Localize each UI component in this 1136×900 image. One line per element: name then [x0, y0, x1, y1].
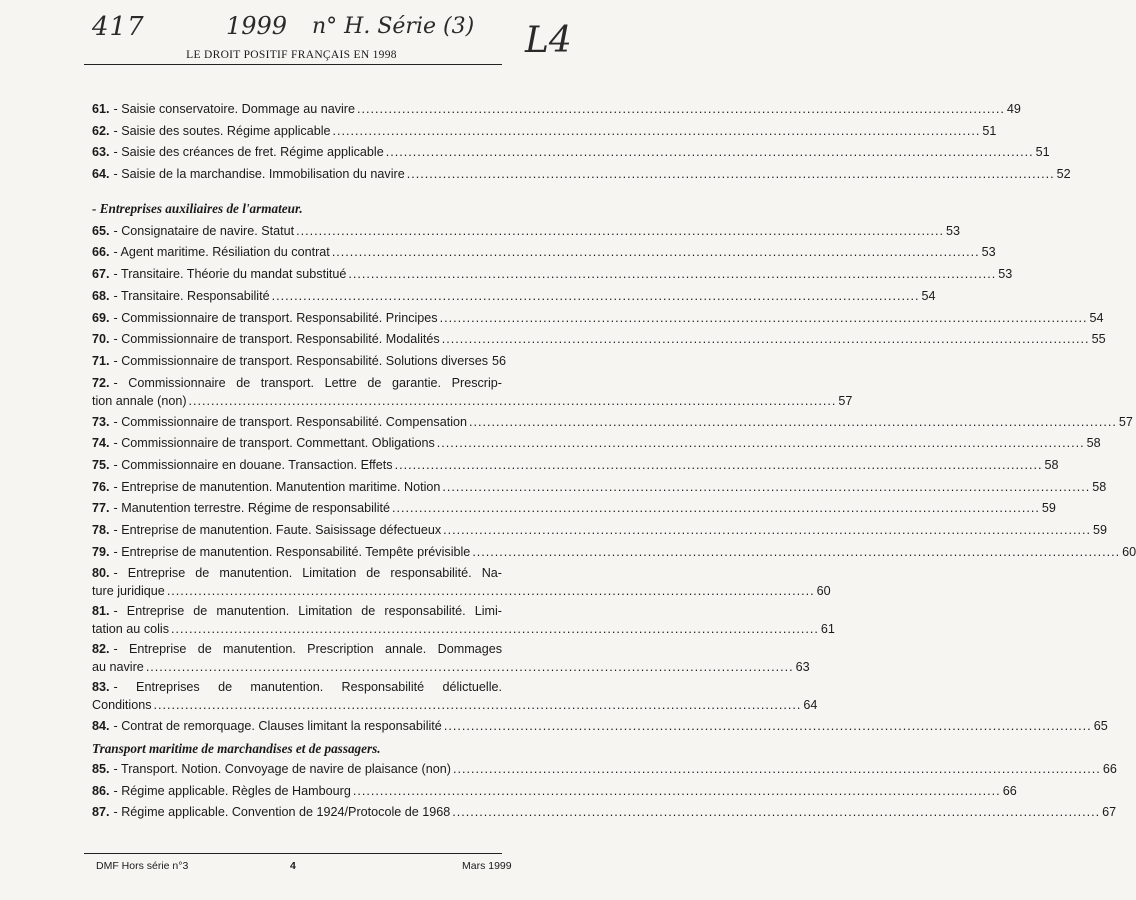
entry-page: 58	[1044, 457, 1059, 472]
entry-number: 64.	[92, 167, 110, 182]
entry-second-line	[92, 658, 810, 676]
entry-page: 53	[981, 245, 996, 260]
entry-title: - Transitaire. Théorie du mandat substitué	[113, 267, 347, 282]
entry-first-line	[92, 640, 502, 658]
toc-entry-two-line	[92, 564, 831, 600]
dot-leader	[353, 781, 1001, 803]
entry-page: 59	[1041, 501, 1056, 516]
entry-number: 69.	[92, 310, 110, 325]
entry-number: 68.	[92, 288, 110, 303]
entry-page: 63	[795, 660, 810, 675]
dot-leader	[444, 716, 1092, 738]
entry-title: - Saisie des soutes. Régime applicable	[113, 123, 331, 138]
entry-number: 78.	[92, 523, 110, 537]
dot-leader	[440, 308, 1088, 330]
handwritten-corner-mark: L4	[525, 20, 572, 61]
header-rule	[84, 64, 502, 65]
entry-title-line1: - Entreprise de manutention. Prescription annale. Dommages	[113, 642, 502, 657]
footer-rule	[84, 853, 502, 854]
entry-page: 54	[921, 288, 936, 303]
toc-entry	[92, 164, 1071, 186]
entry-title-line2: ture juridique	[92, 584, 165, 599]
section-heading-auxiliaries: - Entreprises auxiliaires de l'armateur.	[92, 200, 303, 216]
entry-page: 58	[1092, 479, 1107, 494]
entry-page: 52	[1056, 167, 1071, 182]
toc-entry	[92, 221, 961, 243]
toc-entry	[92, 242, 996, 264]
entry-page: 66	[1102, 762, 1117, 777]
toc-entry	[92, 142, 1050, 164]
dot-leader	[437, 433, 1085, 455]
entry-title: - Transitaire. Responsabilité	[113, 288, 270, 303]
toc-entry	[92, 455, 1059, 477]
entry-title: - Entreprise de manutention. Faute. Saisissage défectueux	[113, 523, 442, 537]
footer-date: Mars 1999	[462, 860, 512, 872]
entry-title-line2: tation au colis	[92, 622, 170, 637]
entry-title-line1: - Entreprise de manutention. Limitation de responsabilité. Na-	[113, 566, 502, 581]
dot-leader	[392, 498, 1040, 520]
entry-number: 81.	[92, 604, 110, 619]
entry-page: 55	[1091, 332, 1106, 347]
entry-page: 60	[1122, 544, 1136, 559]
handwritten-archive-number: 417	[92, 12, 145, 42]
dot-leader	[348, 264, 996, 286]
entry-page: 61	[820, 622, 835, 637]
entry-title: - Contrat de remorquage. Clauses limitant la responsabilité	[113, 719, 442, 734]
entry-page: 58	[1086, 436, 1101, 451]
entry-first-line	[92, 374, 502, 392]
entry-number: 75.	[92, 457, 110, 472]
entry-number: 72.	[92, 375, 110, 390]
toc-entry	[92, 759, 1117, 781]
dot-leader	[472, 542, 1120, 564]
entry-number: 86.	[92, 783, 110, 798]
entry-title: - Entreprise de manutention. Responsabilité. Tempête prévisible	[113, 544, 471, 559]
dot-leader	[167, 582, 815, 600]
entry-number: 65.	[92, 223, 110, 238]
entry-title: - Commissionnaire de transport. Responsabilité. Solutions diverses	[113, 353, 489, 368]
entry-number: 71.	[92, 353, 110, 368]
entry-first-line	[92, 564, 502, 582]
toc-entry	[92, 520, 1108, 542]
toc-entry	[92, 802, 1117, 824]
entry-number: 63.	[92, 145, 110, 160]
entry-number: 62.	[92, 123, 110, 138]
entry-number: 83.	[92, 680, 110, 695]
toc-group-transport	[92, 759, 1117, 824]
footer-publication: DMF Hors série n°3	[96, 860, 189, 872]
dot-leader	[453, 759, 1101, 781]
toc-entry	[92, 99, 1021, 121]
entry-title-line2: tion annale (non)	[92, 393, 187, 408]
dot-leader	[443, 520, 1091, 542]
dot-leader	[171, 620, 819, 638]
entry-second-line	[92, 696, 818, 714]
entry-title: - Transport. Notion. Convoyage de navire de plaisance (non)	[113, 762, 451, 777]
entry-page: 53	[998, 267, 1013, 282]
entry-title: - Saisie conservatoire. Dommage au navire	[113, 102, 356, 116]
toc-entry	[92, 351, 507, 373]
entry-second-line	[92, 392, 853, 410]
dot-leader	[386, 142, 1034, 164]
entry-number: 73.	[92, 414, 110, 429]
entry-page: 49	[1006, 102, 1021, 116]
toc-entry	[92, 781, 1017, 803]
toc-entry	[92, 286, 936, 308]
toc-entry	[92, 498, 1056, 520]
entry-page: 54	[1089, 310, 1104, 325]
entry-page: 64	[803, 698, 818, 713]
section-heading-transport: Transport maritime de marchandises et de passagers.	[92, 741, 381, 757]
dot-leader	[407, 164, 1055, 186]
toc-entry	[92, 412, 1133, 434]
toc-entry	[92, 329, 1106, 351]
entry-title: - Manutention terrestre. Régime de responsabilité	[113, 501, 391, 516]
entry-first-line	[92, 678, 502, 696]
dot-leader	[154, 696, 802, 714]
entry-title: - Agent maritime. Résiliation du contrat	[113, 245, 330, 260]
entry-number: 70.	[92, 332, 110, 347]
entry-title-line1: - Entreprises de manutention. Responsabilité délictuelle.	[113, 680, 502, 695]
dot-leader	[357, 99, 1005, 121]
entry-number: 79.	[92, 544, 110, 559]
entry-number: 80.	[92, 566, 110, 581]
entry-title: - Commissionnaire en douane. Transaction. Effets	[113, 457, 393, 472]
table-of-contents	[92, 99, 1136, 824]
entry-title: - Régime applicable. Règles de Hambourg	[113, 783, 351, 798]
toc-entry-two-line	[92, 602, 835, 638]
entry-title-line2: au navire	[92, 660, 144, 675]
dot-leader	[452, 802, 1100, 824]
toc-entry-two-line	[92, 640, 810, 676]
dot-leader	[442, 329, 1090, 351]
toc-entry	[92, 308, 1104, 330]
toc-entry-two-line	[92, 374, 853, 410]
entry-title-line2: Conditions	[92, 698, 152, 713]
entry-page: 60	[816, 584, 831, 599]
toc-entry	[92, 264, 1013, 286]
entry-number: 82.	[92, 642, 110, 657]
toc-group-seizures	[92, 99, 1071, 186]
toc-entry	[92, 542, 1136, 564]
entry-number: 66.	[92, 245, 110, 260]
entry-page: 67	[1102, 805, 1117, 820]
entry-page: 59	[1093, 523, 1108, 537]
entry-title: - Commissionnaire de transport. Responsabilité. Compensation	[113, 414, 468, 429]
entry-page: 51	[1035, 145, 1050, 160]
entry-number: 61.	[92, 102, 110, 116]
entry-title: - Commissionnaire de transport. Responsabilité. Modalités	[113, 332, 440, 347]
entry-page: 51	[982, 123, 997, 138]
entry-number: 84.	[92, 719, 110, 734]
dot-leader	[189, 392, 837, 410]
entry-title: - Commissionnaire de transport. Commettant. Obligations	[113, 436, 435, 451]
dot-leader	[442, 477, 1090, 499]
entry-title: - Entreprise de manutention. Manutention maritime. Notion	[113, 479, 441, 494]
entry-title-line1: - Entreprise de manutention. Limitation de responsabilité. Limi-	[113, 604, 502, 619]
entry-number: 87.	[92, 805, 110, 820]
entry-page: 53	[946, 223, 961, 238]
toc-entry	[92, 121, 997, 143]
entry-title: - Consignataire de navire. Statut	[113, 223, 295, 238]
entry-number: 85.	[92, 762, 110, 777]
dot-leader	[395, 455, 1043, 477]
handwritten-year: 1999	[226, 12, 288, 40]
entry-number: 74.	[92, 436, 110, 451]
toc-entry-two-line	[92, 678, 818, 714]
entry-first-line	[92, 602, 502, 620]
toc-entry	[92, 477, 1107, 499]
handwritten-series-note: n° H. Série (3)	[312, 14, 475, 39]
dot-leader	[272, 286, 920, 308]
toc-entry	[92, 716, 1108, 738]
entry-page: 66	[1002, 783, 1017, 798]
footer-page-number: 4	[290, 860, 296, 872]
dot-leader	[333, 121, 981, 143]
entry-title-line1: - Commissionnaire de transport. Lettre de garantie. Prescrip-	[113, 375, 502, 390]
running-header-title: LE DROIT POSITIF FRANÇAIS EN 1998	[186, 49, 397, 61]
entry-page: 56	[492, 353, 507, 368]
entry-second-line	[92, 620, 835, 638]
entry-number: 67.	[92, 267, 110, 282]
toc-entry	[92, 433, 1101, 455]
entry-second-line	[92, 582, 831, 600]
dot-leader	[296, 221, 944, 243]
dot-leader	[469, 412, 1117, 434]
entry-number: 76.	[92, 479, 110, 494]
entry-title: - Régime applicable. Convention de 1924/Protocole de 1968	[113, 805, 451, 820]
entry-title: - Saisie de la marchandise. Immobilisation du navire	[113, 167, 405, 182]
entry-number: 77.	[92, 501, 110, 516]
entry-page: 57	[838, 393, 853, 408]
entry-title: - Commissionnaire de transport. Responsabilité. Principes	[113, 310, 438, 325]
toc-group-auxiliaries	[92, 221, 1136, 738]
dot-leader	[146, 658, 794, 676]
dot-leader	[332, 242, 980, 264]
entry-title: - Saisie des créances de fret. Régime applicable	[113, 145, 384, 160]
entry-page: 57	[1118, 414, 1133, 429]
entry-page: 65	[1093, 719, 1108, 734]
